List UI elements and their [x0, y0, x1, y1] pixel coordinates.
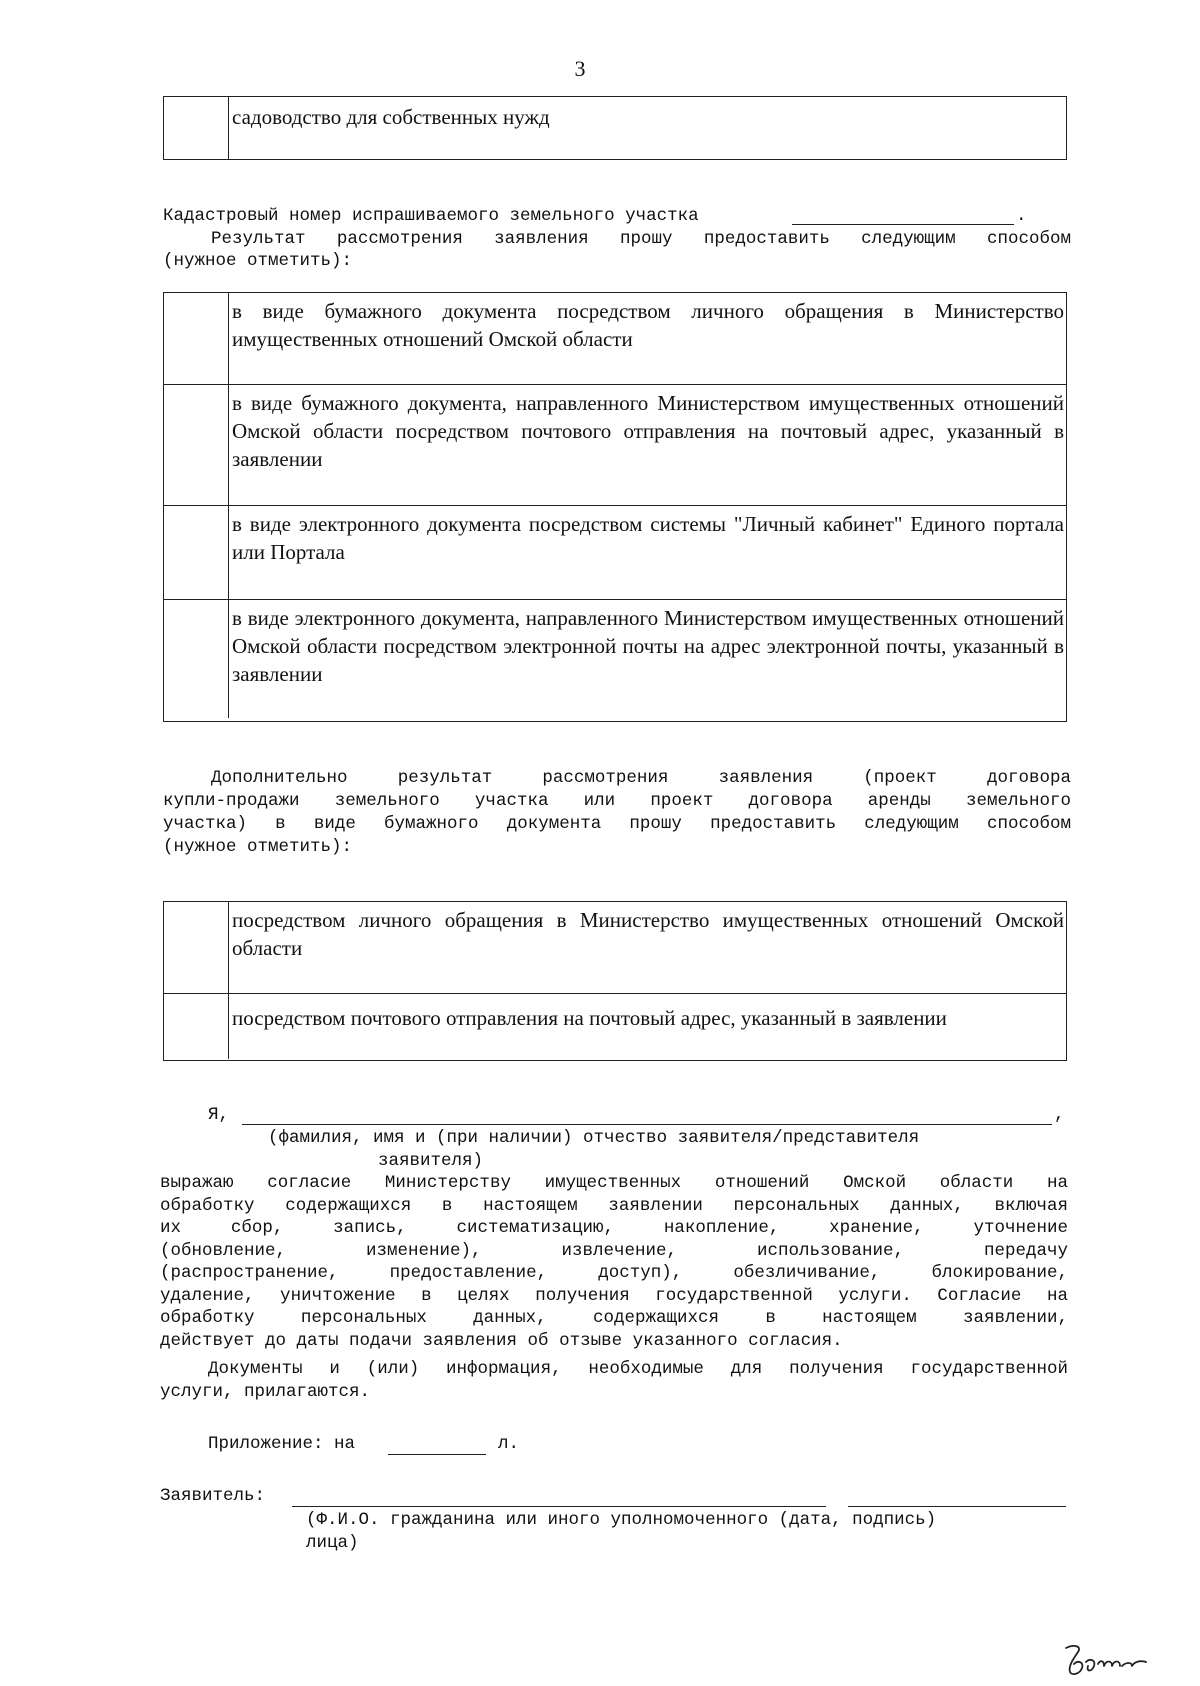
option-label: в виде бумажного документа, направленного Министерством имущественных отношений Омской области посредством почтового отправления на почтовый адрес, указанный в заявлении — [232, 391, 1064, 471]
consent-text — [160, 1172, 1068, 1352]
option-label: в виде электронного документа посредством системы "Личный кабинет" Единого портала или Портала — [232, 512, 1064, 564]
table-row — [164, 293, 1066, 384]
result-intro-line2: (нужное отметить): — [163, 251, 353, 271]
consent-i-label: Я, — [208, 1105, 230, 1125]
applicant-hint-line2: лица) — [306, 1533, 359, 1553]
additional-intro-line4: (нужное отметить): — [163, 837, 353, 857]
option-label: посредством личного обращения в Министерство имущественных отношений Омской области — [232, 908, 1064, 960]
option-checkbox[interactable] — [164, 506, 229, 599]
option-checkbox[interactable] — [164, 293, 229, 384]
consent-line: (распространение, предоставление, доступ), обезличивание, блокирование, — [160, 1263, 1068, 1283]
additional-intro-line2: купли-продажи земельного участка или проект договора аренды земельного — [163, 791, 1071, 811]
option-checkbox[interactable] — [164, 902, 229, 993]
consent-line: действует до даты подачи заявления об отзыве указанного согласия. — [160, 1330, 843, 1351]
additional-options-table — [163, 901, 1067, 1061]
option-checkbox[interactable] — [164, 385, 229, 505]
consent-line: их сбор, запись, систематизацию, накопление, хранение, уточнение — [160, 1218, 1068, 1238]
option-checkbox[interactable] — [164, 97, 229, 159]
applicant-date-signature-field[interactable] — [848, 1506, 1066, 1507]
option-checkbox[interactable] — [164, 994, 229, 1059]
applicant-fio-field[interactable] — [292, 1506, 826, 1507]
option-label: садоводство для собственных нужд — [232, 105, 550, 129]
consent-line: обработку содержащихся в настоящем заявлении персональных данных, включая — [160, 1195, 1068, 1216]
name-hint-line1: (фамилия, имя и (при наличии) отчество заявителя/представителя — [268, 1128, 920, 1148]
page-number: 3 — [574, 56, 586, 81]
additional-intro-line3: участка) в виде бумажного документа прошу предоставить следующим способом — [163, 814, 1071, 834]
top-options-table — [163, 96, 1067, 160]
applicant-hint-line1: (Ф.И.О. гражданина или иного уполномоченного (дата, подпись) — [306, 1510, 937, 1530]
consent-line: выражаю согласие Министерству имущественных отношений Омской области на — [160, 1173, 1068, 1193]
additional-intro-line1: Дополнительно результат рассмотрения заявления (проект договора — [211, 768, 1071, 788]
cadastral-label: Кадастровый номер испрашиваемого земельного участка — [163, 206, 699, 226]
result-options-table — [163, 292, 1067, 722]
option-label: в виде электронного документа, направленного Министерством имущественных отношений Омской области посредством электронной почты на адрес электронной почты, указанный в заявлении — [232, 606, 1064, 686]
attachment-label: Приложение: на — [208, 1434, 356, 1454]
option-label: в виде бумажного документа посредством личного обращения в Министерство имущественных отношений Омской области — [232, 299, 1064, 351]
cadastral-end: . — [1016, 206, 1027, 226]
attachment-count-field[interactable] — [388, 1454, 486, 1455]
table-row — [164, 599, 1066, 718]
cadastral-number-field[interactable] — [792, 224, 1014, 225]
table-row — [164, 902, 1066, 993]
table-row — [164, 505, 1066, 599]
table-row — [164, 97, 1066, 159]
table-row — [164, 384, 1066, 505]
consent-line: удаление, уничтожение в целях получения государственной услуги. Согласие на — [160, 1285, 1068, 1306]
name-hint-line2: заявителя) — [378, 1151, 484, 1171]
handwritten-signature — [1060, 1640, 1150, 1680]
option-label: посредством почтового отправления на почтовый адрес, указанный в заявлении — [232, 1006, 947, 1030]
applicant-name-field[interactable] — [242, 1124, 1052, 1125]
table-row — [164, 993, 1066, 1059]
documents-line1: Документы и (или) информация, необходимые для получения государственной — [208, 1359, 1068, 1379]
attachment-suffix: л. — [498, 1434, 520, 1454]
consent-comma: , — [1054, 1105, 1065, 1125]
result-intro-line1: Результат рассмотрения заявления прошу предоставить следующим способом — [211, 229, 1071, 249]
consent-line: (обновление, изменение), извлечение, использование, передачу — [160, 1240, 1068, 1261]
consent-line: обработку персональных данных, содержащихся в настоящем заявлении, — [160, 1308, 1068, 1328]
applicant-label: Заявитель: — [160, 1486, 266, 1506]
option-checkbox[interactable] — [164, 600, 229, 718]
documents-line2: услуги, прилагаются. — [160, 1382, 371, 1402]
